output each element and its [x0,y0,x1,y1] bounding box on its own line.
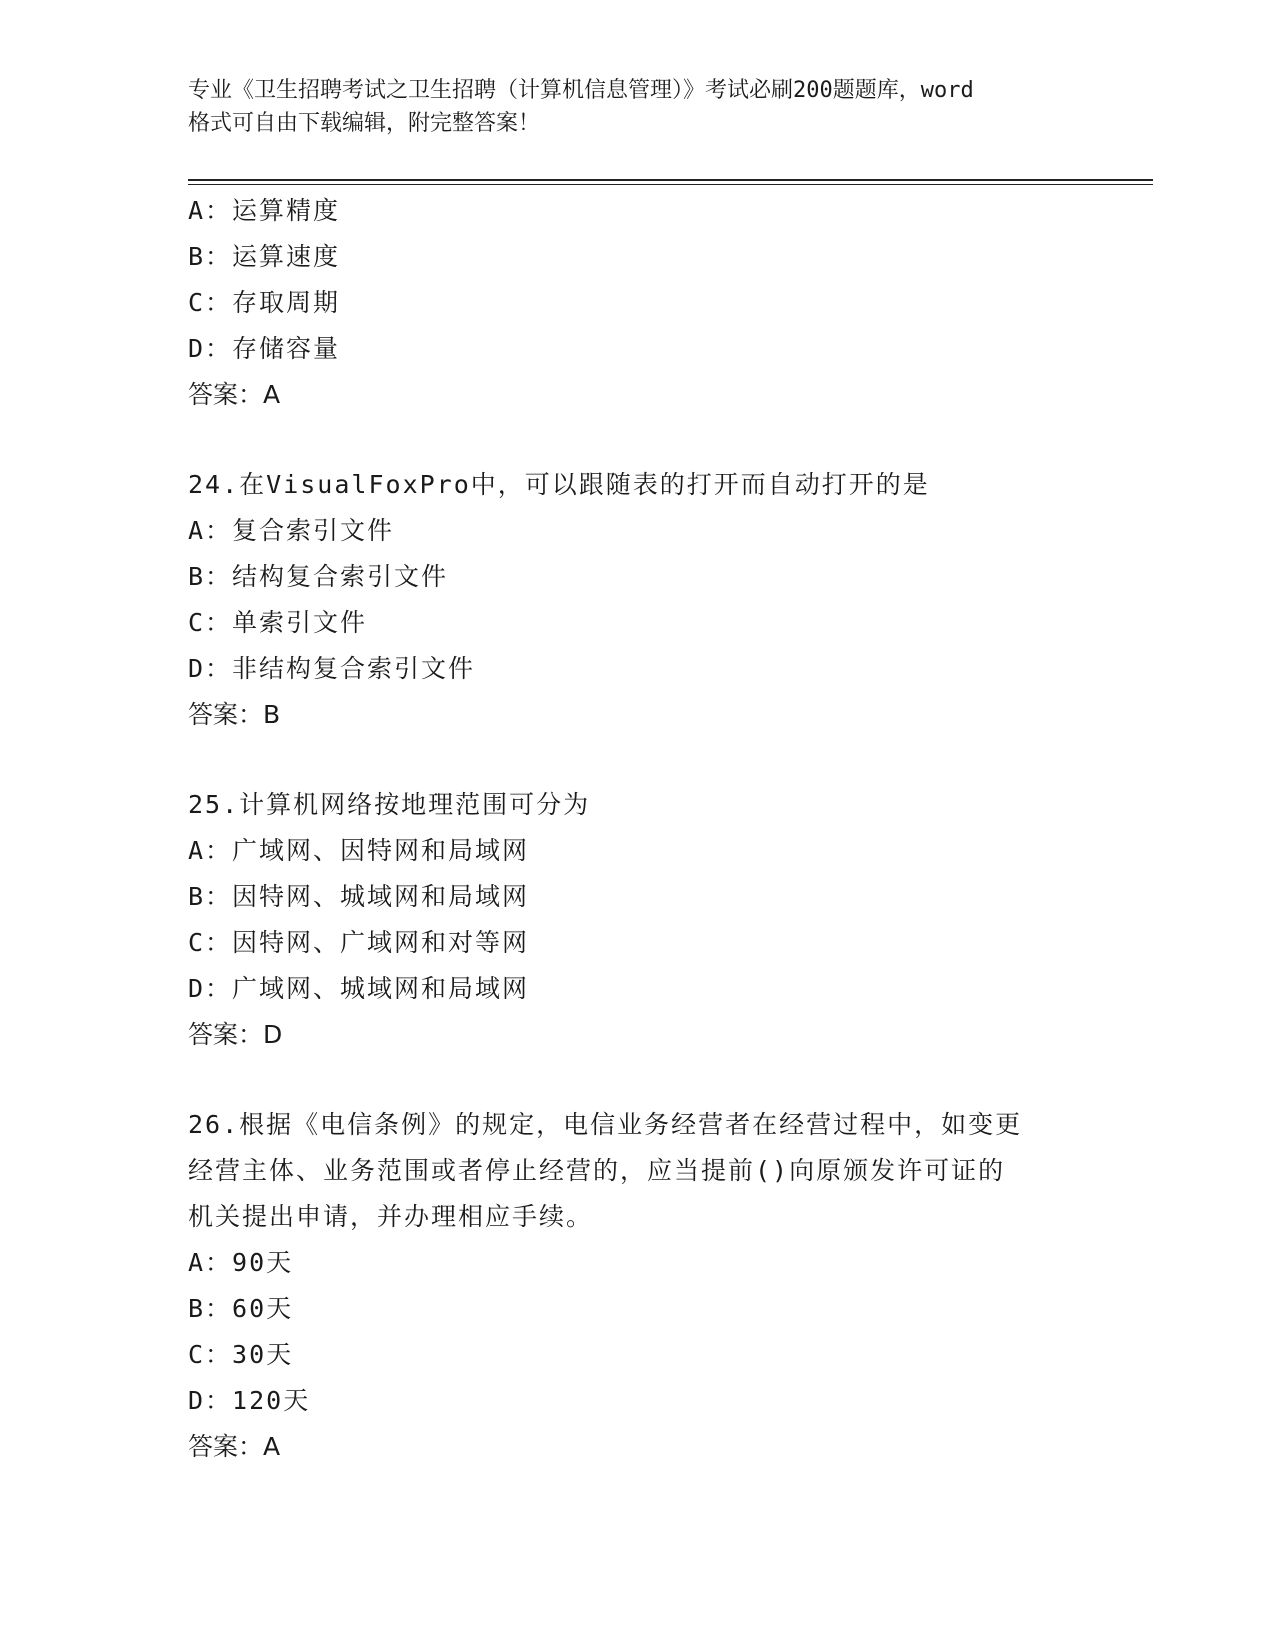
question-26 [188,1102,1153,1470]
option-c: C：单索引文件 [188,608,368,637]
option-d: D：存储容量 [188,334,341,363]
question-text-line-3: 机关提出申请，并办理相应手续。 [188,1202,594,1231]
answer: 答案：B [188,700,281,729]
question-text-line-2: 经营主体、业务范围或者停止经营的，应当提前()向原颁发许可证的 [188,1156,1006,1185]
header-divider-thick [188,179,1153,181]
header-line-2: 格式可自由下载编辑，附完整答案！ [188,111,541,136]
question-25 [188,782,1153,1058]
option-d: D：广域网、城域网和局域网 [188,974,530,1003]
option-a: A：运算精度 [188,196,341,225]
option-d: D：120天 [188,1386,311,1415]
option-b: B：结构复合索引文件 [188,562,449,591]
option-c: C：30天 [188,1340,294,1369]
option-c: C：存取周期 [188,288,341,317]
question-text: 25.计算机网络按地理范围可分为 [188,790,591,819]
option-b: B：60天 [188,1294,294,1323]
document-header [188,74,1088,140]
option-a: A：90天 [188,1248,294,1277]
option-a: A：复合索引文件 [188,516,395,545]
option-b: B：运算速度 [188,242,341,271]
question-23 [188,188,1153,418]
spacer [188,738,1153,782]
question-24 [188,462,1153,738]
spacer [188,1058,1153,1102]
option-a: A：广域网、因特网和局域网 [188,836,530,865]
answer: 答案：D [188,1020,283,1049]
answer: 答案：A [188,1432,281,1461]
header-line-1: 专业《卫生招聘考试之卫生招聘（计算机信息管理）》考试必刷200题题库，word [188,78,974,103]
option-c: C：因特网、广域网和对等网 [188,928,530,957]
option-d: D：非结构复合索引文件 [188,654,476,683]
question-text-line-1: 26.根据《电信条例》的规定，电信业务经营者在经营过程中，如变更 [188,1110,1023,1139]
spacer [188,418,1153,462]
question-list [188,188,1153,1470]
answer: 答案：A [188,380,281,409]
option-b: B：因特网、城域网和局域网 [188,882,530,911]
question-text: 24.在VisualFoxPro中，可以跟随表的打开而自动打开的是 [188,470,930,499]
header-divider-thin [188,184,1153,185]
